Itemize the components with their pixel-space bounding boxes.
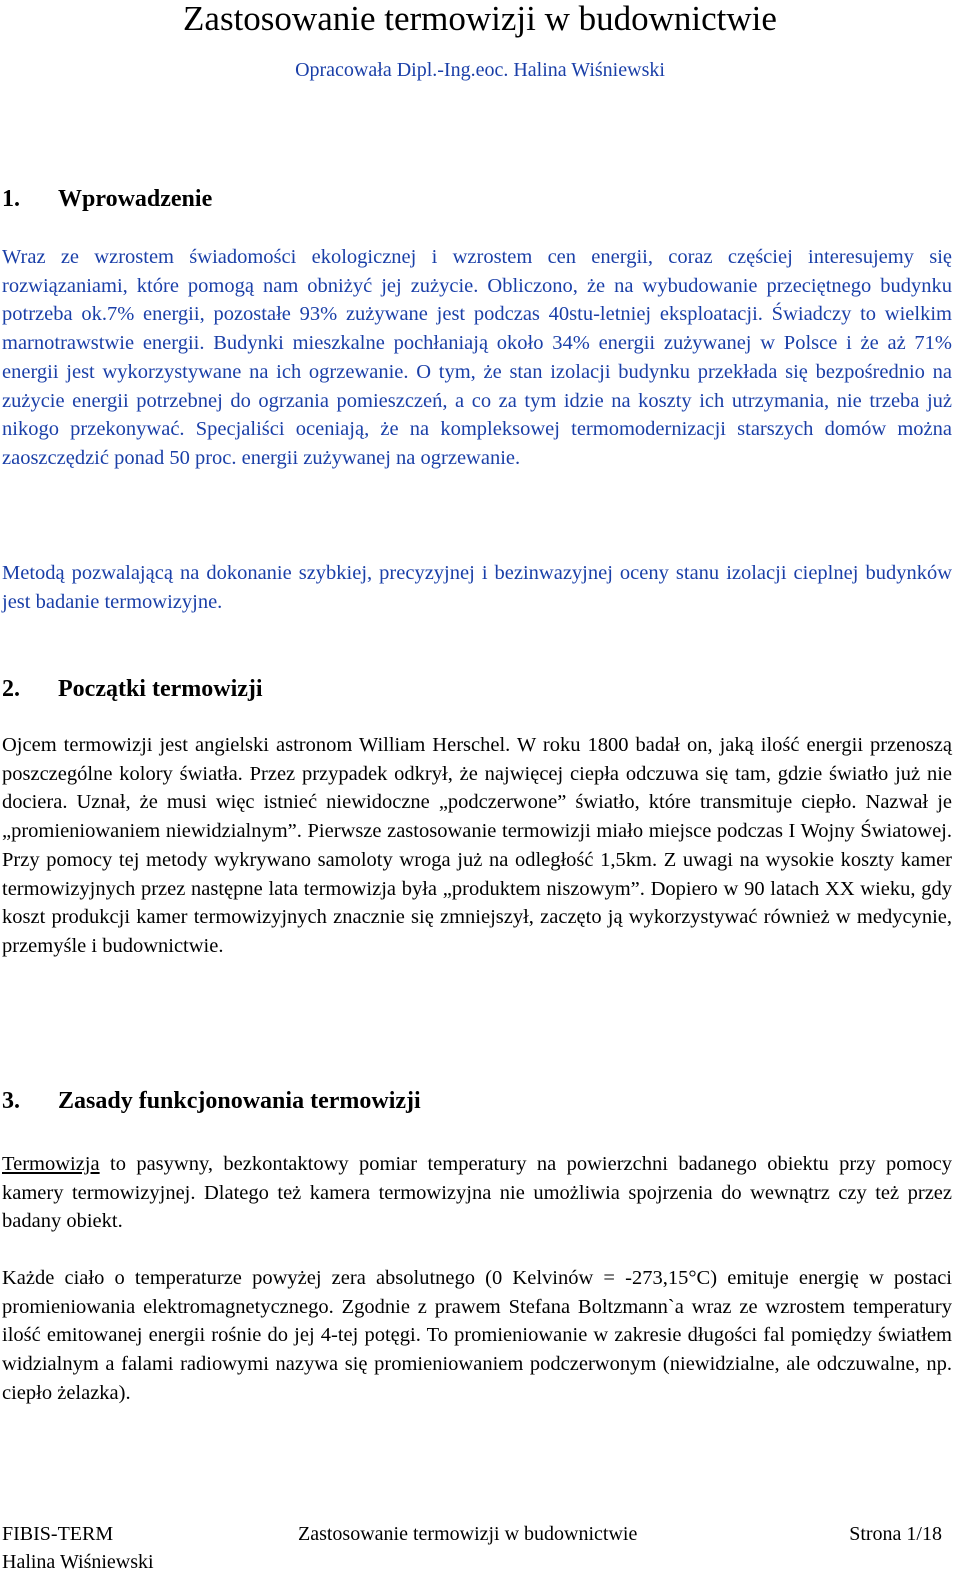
- section-title: Zasady funkcjonowania termowizji: [58, 1088, 421, 1114]
- paragraph-text: to pasywny, bezkontaktowy pomiar temperatury na powierzchni badanego obiektu przy pomocy kamery termowizyjnej. Dlatego też kamera termowizyjna nie umożliwia spojrzenia do wewnątrz czy też przez badany obiekt.: [2, 1153, 952, 1233]
- footer-org: FIBIS-TERM: [2, 1523, 114, 1545]
- paragraph-principles-1: [2, 1150, 952, 1236]
- document-author: Opracowała Dipl.-Ing.eoc. Halina Wiśniewski: [295, 59, 665, 81]
- paragraph-intro-1: Wraz ze wzrostem świadomości ekologicznej i wzrostem cen energii, coraz częściej interesujemy się rozwiązaniami, które pomogą nam obniżyć jej zużycie. Obliczono, że na wybudowanie przeciętnego budynku potrzeba ok.7% energii, pozostałe 93% zużywane jest podczas 40stu-letniej eksploatacji. Świadczy to wielkim marnotrawstwie energii. Budynki mieszkalne pochłaniają około 34% energii zużywanej w Polsce i że aż 71% energii jest wykorzystywane na ich ogrzewanie. O tym, że stan izolacji budynku przekłada się bezpośrednio na zużycie energii potrzebnej do ogrzania pomieszczeń, a co za tym idzie na koszty ich utrzymania, nie trzeba już nikogo przekonywać. Specjaliści oceniają, że na kompleksowej termomodernizacji starszych domów można zaoszczędzić ponad 50 proc. energii zużywanej na ogrzewanie.: [2, 246, 952, 469]
- section-heading-1: [2, 184, 212, 214]
- paragraph-principles-2: Każde ciało o temperaturze powyżej zera absolutnego (0 Kelvinów = -273,15°C) emituje energię w postaci promieniowania elektromagnetycznego. Zgodnie z prawem Stefana Boltzmann`a wraz ze wzrostem temperatury ilość emitowanej energii rośnie do jej 4-tej potęgi. To promieniowanie w zakresie długości fal pomiędzy światłem widzialnym a falami radiowymi nazywa się promieniowaniem podczerwonym (niewidzialne, ale odczuwalne, np. ciepło żelazka).: [2, 1267, 952, 1404]
- footer-doc-title: Zastosowanie termowizji w budownictwie: [298, 1523, 638, 1545]
- paragraph-intro-2: Metodą pozwalającą na dokonanie szybkiej, precyzyjnej i bezinwazyjnej oceny stanu izolacji cieplnej budynków jest badanie termowizyjne.: [2, 562, 952, 613]
- section-number: 2.: [2, 676, 20, 702]
- page-footer: [2, 1520, 942, 1576]
- paragraph-history: Ojcem termowizji jest angielski astronom William Herschel. W roku 1800 badał on, jaką ilość energii przenoszą poszczególne kolory światła. Przez przypadek odkrył, że najwięcej ciepła odczuwa się tam, gdzie światło już nie dociera. Uznał, że musi więc istnieć niewidoczne „podczerwone” światło, które transmituje ciepło. Nazwał je „promieniowaniem niewidzialnym”. Pierwsze zastosowanie termowizji miało miejsce podczas I Wojny Światowej. Przy pomocy tej metody wykrywano samoloty wroga już na odległość 1,5km. Z uwagi na wysokie koszty kamer termowizyjnych przez następne lata termowizja była „produktem niszowym”. Dopiero w 90 latach XX wieku, gdy koszt produkcji kamer termowizyjnych znacznie się zmniejszył, zaczęto ją wykorzystywać również w medycynie, przemyśle i budownictwie.: [2, 734, 952, 957]
- document-title: Zastosowanie termowizji w budownictwie: [183, 0, 777, 38]
- section-title: Początki termowizji: [58, 676, 263, 702]
- section-heading-3: [2, 1086, 421, 1116]
- section-title: Wprowadzenie: [58, 186, 213, 212]
- footer-page-number: Strona 1/18: [849, 1523, 942, 1545]
- footer-author: Halina Wiśniewski: [2, 1551, 154, 1573]
- termowizja-link[interactable]: Termowizja: [2, 1153, 100, 1175]
- section-heading-2: [2, 674, 263, 704]
- section-number: 3.: [2, 1088, 20, 1114]
- section-number: 1.: [2, 186, 20, 212]
